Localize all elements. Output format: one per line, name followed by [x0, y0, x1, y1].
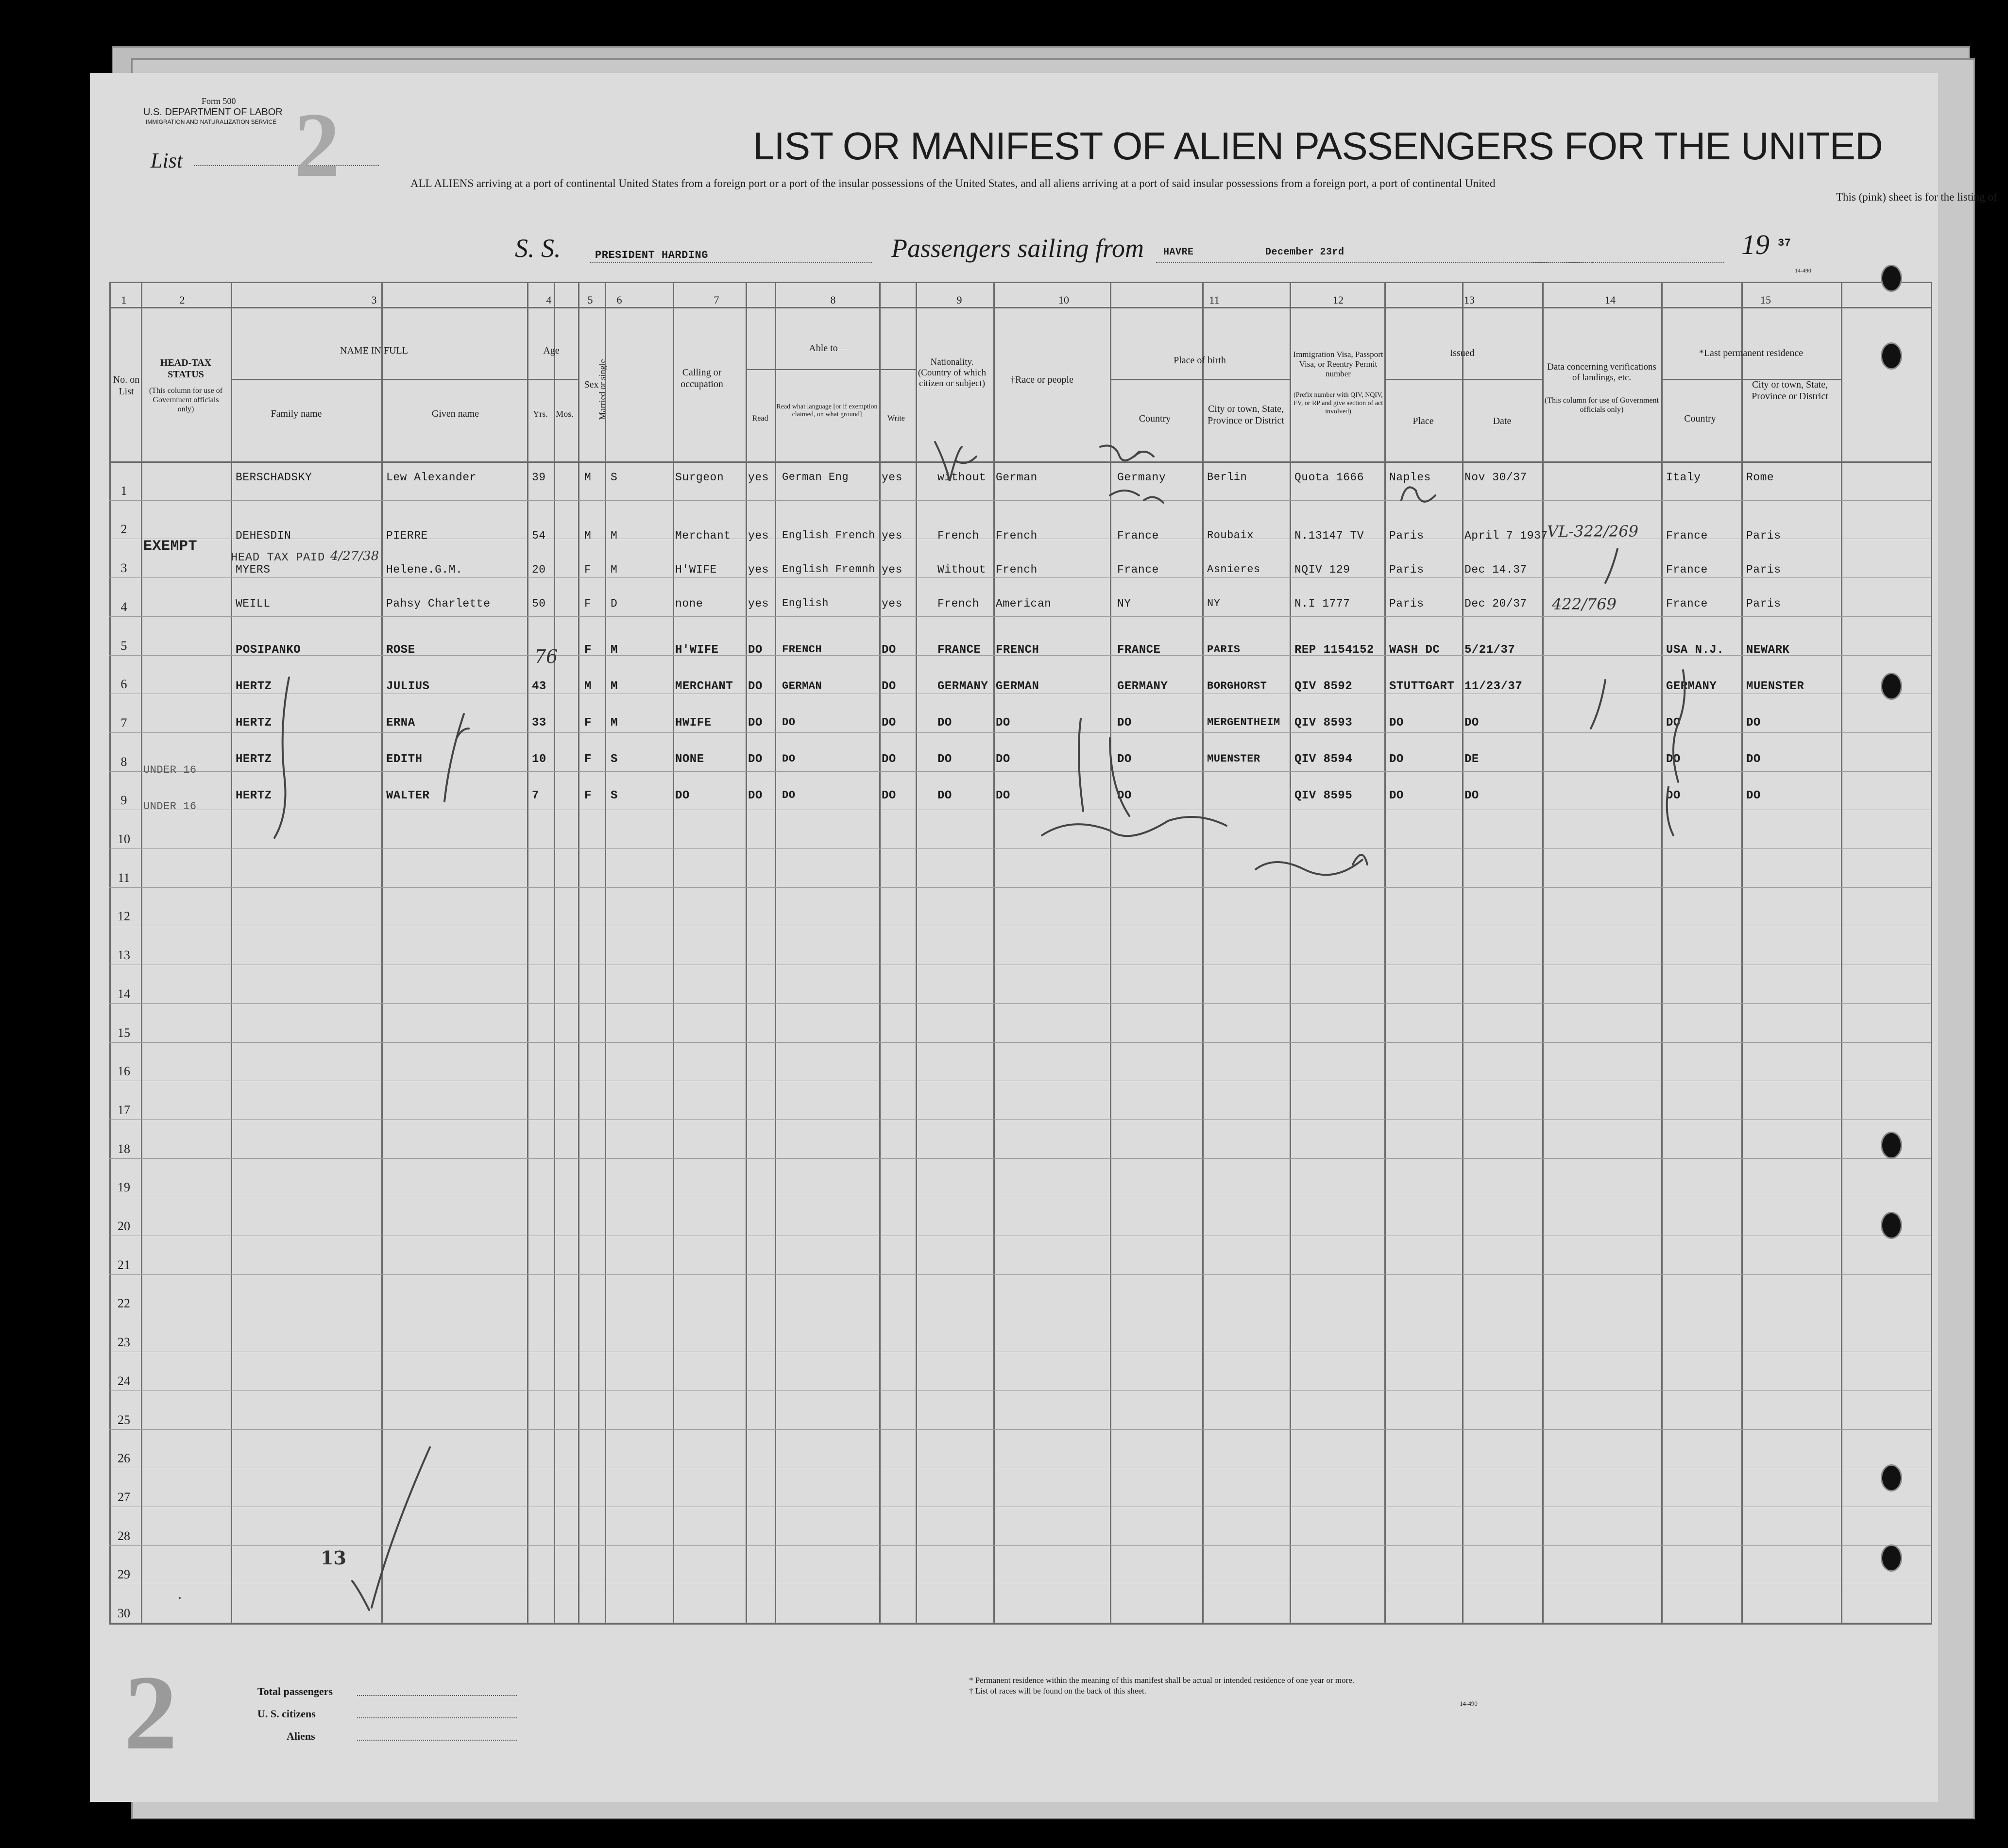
colnum-15: 15 — [1760, 294, 1771, 306]
cell-visa: N.13147 TV — [1294, 529, 1364, 542]
cell-res-country: GERMANY — [1666, 680, 1717, 693]
cell-occupation: H'WIFE — [675, 563, 717, 576]
cell-read: yes — [748, 563, 769, 576]
cell-res-country: France — [1666, 597, 1708, 610]
cell-sex: F — [584, 644, 592, 657]
cell-given: Pahsy Charlette — [386, 597, 491, 610]
cell-occupation: Merchant — [675, 529, 731, 542]
cell-race: French — [996, 563, 1038, 576]
row-number: 9 — [120, 793, 127, 808]
cell-issued-place: Paris — [1389, 529, 1424, 542]
cell-read: DO — [748, 789, 763, 802]
cell-language: GERMAN — [782, 680, 822, 692]
note-residence: * Permanent residence within the meaning of this manifest shall be actual or intended residence of one year or more. — [969, 1676, 1355, 1685]
verification-note-4: 422/769 — [1552, 595, 1617, 613]
cell-birth-city: MUENSTER — [1207, 753, 1260, 765]
cell-sex: F — [584, 753, 592, 766]
cell-occupation: DO — [675, 789, 690, 802]
cell-occupation: none — [675, 597, 703, 610]
cell-sex: F — [584, 716, 592, 729]
row-number: 29 — [118, 1567, 130, 1582]
hdr-read: Read — [752, 414, 768, 423]
row-number: 16 — [118, 1064, 130, 1079]
colnum-6: 6 — [616, 294, 622, 306]
cell-birth-city: Berlin — [1207, 471, 1247, 483]
cell-age: 54 — [532, 529, 546, 542]
cell-issued-place: STUTTGART — [1389, 680, 1455, 693]
cell-res-city: MUENSTER — [1746, 680, 1804, 693]
cell-sex: M — [584, 529, 592, 542]
cell-occupation: H'WIFE — [675, 644, 719, 657]
cell-res-country: DO — [1666, 789, 1681, 802]
colnum-13: 13 — [1464, 294, 1475, 306]
hdr-res-country: Country — [1684, 413, 1716, 424]
row-number: 10 — [118, 832, 130, 846]
instructions: ALL ALIENS arriving at a port of continental United States from a foreign port or a port of the insular possessions of the United States, and all aliens arriving at a port of said insular possessions from a foreign port, a port of continental United — [410, 177, 1496, 189]
cell-res-city: Paris — [1746, 529, 1781, 542]
cell-birth-city: NY — [1207, 597, 1221, 610]
hdr-visa: Immigration Visa, Passport Visa, or Reentry Permit number — [1293, 350, 1383, 378]
cell-visa: NQIV 129 — [1294, 563, 1350, 576]
cell-marital: S — [611, 789, 618, 802]
hdr-birth-city: City or town, State, Province or District — [1208, 404, 1284, 426]
binder-hole — [1881, 1464, 1902, 1492]
cell-issued-place: Naples — [1389, 471, 1431, 484]
cell-given: JULIUS — [386, 680, 430, 693]
cell-race: German — [996, 471, 1038, 484]
cell-nationality: GERMANY — [937, 680, 988, 693]
cell-birth-country: GERMANY — [1117, 680, 1168, 693]
row-number: 7 — [120, 715, 127, 730]
cell-visa: QIV 8592 — [1294, 680, 1353, 693]
cell-issued-date: Dec 14.37 — [1464, 563, 1527, 576]
hdr-family-name: Family name — [271, 408, 322, 419]
year-prefix: 19 — [1741, 229, 1770, 260]
departure-port: HAVRE — [1163, 247, 1194, 258]
cell-family: WEILL — [236, 597, 271, 610]
row-number: 8 — [120, 754, 127, 769]
binder-hole — [1881, 1544, 1902, 1572]
cell-issued-place: WASH DC — [1389, 644, 1440, 657]
cell-language: DO — [782, 716, 796, 729]
cell-issued-place: DO — [1389, 716, 1404, 729]
cell-write: DO — [882, 644, 896, 657]
row-number: 5 — [120, 638, 127, 653]
list-label: List — [151, 149, 183, 172]
cell-issued-date: DE — [1464, 753, 1479, 766]
cell-age: 33 — [532, 716, 546, 729]
cell-issued-date: DO — [1464, 789, 1479, 802]
row-number: 23 — [118, 1335, 130, 1350]
cell-issued-place: DO — [1389, 753, 1404, 766]
cell-birth-country: France — [1117, 563, 1159, 576]
cell-family: HERTZ — [236, 680, 272, 693]
row-number: 18 — [118, 1141, 130, 1156]
citizens-line — [357, 1717, 517, 1718]
cell-given: WALTER — [386, 789, 430, 802]
cell-write: DO — [882, 753, 896, 766]
cell-read: yes — [748, 529, 769, 542]
cell-res-city: NEWARK — [1746, 644, 1790, 657]
cell-res-city: DO — [1746, 789, 1761, 802]
cell-nationality: FRANCE — [937, 644, 981, 657]
cell-read: DO — [748, 644, 763, 657]
cell-birth-country: FRANCE — [1117, 644, 1161, 657]
cell-nationality: French — [937, 597, 979, 610]
cell-birth-city: PARIS — [1207, 644, 1241, 656]
row-number: 19 — [118, 1180, 130, 1195]
cell-occupation: Surgeon — [675, 471, 724, 484]
ss-label: S. S. — [515, 234, 561, 263]
cell-sex: F — [584, 789, 592, 802]
binder-hole — [1881, 265, 1902, 292]
tally-number: 13 — [321, 1547, 346, 1569]
hdr-yrs: Yrs. — [533, 409, 548, 419]
handwriting-marks — [90, 73, 1938, 1802]
year: 37 — [1778, 237, 1791, 249]
cell-race: French — [996, 529, 1038, 542]
cell-issued-date: April 7 1937 — [1464, 529, 1548, 542]
colnum-3: 3 — [371, 294, 377, 306]
hdr-no-on-list: No. on List — [113, 374, 140, 397]
row-number: 20 — [118, 1219, 130, 1233]
hdr-last-residence: *Last permanent residence — [1699, 348, 1804, 358]
cell-visa: QIV 8594 — [1294, 753, 1353, 766]
cell-family: MYERS — [236, 563, 271, 576]
aliens-label: Aliens — [287, 1730, 315, 1742]
posipanko-age: 76 — [534, 646, 558, 667]
cell-marital: D — [611, 597, 618, 610]
row-number: 14 — [118, 986, 130, 1001]
cell-res-city: Paris — [1746, 597, 1781, 610]
cell-res-country: France — [1666, 529, 1708, 542]
cell-age: 39 — [532, 471, 546, 484]
colnum-1: 1 — [121, 294, 127, 306]
cell-nationality: DO — [937, 753, 952, 766]
hdr-calling: Calling or occupation — [681, 367, 723, 390]
cell-issued-date: 5/21/37 — [1464, 644, 1515, 657]
cell-res-city: DO — [1746, 716, 1761, 729]
cell-nationality: without — [937, 471, 987, 484]
hdr-name-in-full: NAME IN FULL — [340, 345, 408, 356]
cell-issued-place: DO — [1389, 789, 1404, 802]
cell-write: DO — [882, 789, 896, 802]
cell-read: DO — [748, 680, 763, 693]
cell-write: yes — [882, 597, 902, 610]
cell-family: BERSCHADSKY — [236, 471, 312, 484]
cell-res-country: DO — [1666, 753, 1681, 766]
cell-sex: F — [584, 597, 592, 610]
list-number: 2 — [294, 94, 340, 196]
cell-marital: M — [611, 529, 618, 542]
row-number: 21 — [118, 1257, 130, 1272]
cell-birth-country: DO — [1117, 753, 1132, 766]
ship-name: PRESIDENT HARDING — [595, 249, 708, 261]
row-number: 30 — [118, 1606, 130, 1620]
hdr-race: †Race or people — [1010, 374, 1073, 385]
exempt-stamp: EXEMPT — [143, 538, 198, 555]
cell-write: yes — [882, 563, 902, 576]
cell-language: English Fremnh — [782, 563, 875, 576]
cell-res-city: Paris — [1746, 563, 1781, 576]
row-number: 4 — [120, 599, 127, 614]
row-number: 24 — [118, 1373, 130, 1388]
cell-sex: M — [584, 680, 592, 693]
hdr-issued-date: Date — [1493, 416, 1512, 426]
hdr-married: Married or single — [597, 359, 607, 420]
cell-family: HERTZ — [236, 789, 272, 802]
total-passengers-label: Total passengers — [257, 1685, 333, 1697]
service: IMMIGRATION AND NATURALIZATION SERVICE — [146, 119, 277, 125]
cell-read: DO — [748, 753, 763, 766]
form-number: Form 500 — [202, 96, 236, 106]
hdr-head-tax: HEAD-TAX STATUS — [160, 357, 212, 380]
colnum-5: 5 — [587, 294, 593, 306]
row-number: 13 — [118, 948, 130, 963]
cell-birth-country: NY — [1117, 597, 1131, 610]
cell-given: ERNA — [386, 716, 415, 729]
cell-language: English French — [782, 529, 875, 542]
cell-age: 50 — [532, 597, 546, 610]
cell-race: GERMAN — [996, 680, 1039, 693]
hdr-sex: Sex — [584, 379, 599, 390]
cell-res-city: Rome — [1746, 471, 1774, 484]
under16-stamp: UNDER 16 — [143, 800, 197, 813]
cell-write: DO — [882, 716, 896, 729]
cell-nationality: DO — [937, 716, 952, 729]
row-number: 1 — [120, 483, 127, 498]
cell-age: 10 — [532, 753, 546, 766]
cell-occupation: HWIFE — [675, 716, 712, 729]
cell-res-country: France — [1666, 563, 1708, 576]
cell-write: yes — [882, 471, 902, 484]
row-number: 15 — [118, 1025, 130, 1040]
colnum-11: 11 — [1209, 294, 1220, 306]
cell-race: FRENCH — [996, 644, 1039, 657]
hdr-nationality: Nationality. (Country of which citizen or subject) — [918, 357, 987, 389]
cell-occupation: NONE — [675, 753, 704, 766]
cell-res-city: DO — [1746, 753, 1761, 766]
colnum-12: 12 — [1333, 294, 1344, 306]
cell-sex: F — [584, 563, 592, 576]
cell-visa: QIV 8593 — [1294, 716, 1353, 729]
cell-family: POSIPANKO — [236, 644, 301, 657]
row-number: 11 — [118, 870, 130, 885]
binder-hole — [1881, 342, 1902, 370]
cell-visa: Quota 1666 — [1294, 471, 1364, 484]
cell-birth-city: Asnieres — [1207, 563, 1260, 576]
cell-family: DEHESDIN — [236, 529, 291, 542]
colnum-4: 4 — [546, 294, 552, 306]
manifest-sheet — [90, 73, 1997, 1802]
cell-given: ROSE — [386, 644, 415, 657]
cell-language: German Eng — [782, 471, 849, 483]
binder-hole — [1881, 1132, 1902, 1159]
cell-birth-city: Roubaix — [1207, 529, 1254, 542]
cell-nationality: French — [937, 529, 979, 542]
cell-issued-place: Paris — [1389, 563, 1424, 576]
footer-big-number: 2 — [124, 1653, 177, 1772]
cell-issued-date: Dec 20/37 — [1464, 597, 1527, 610]
cell-language: DO — [782, 753, 796, 765]
hdr-write: Write — [887, 414, 905, 423]
cell-race: American — [996, 597, 1052, 610]
cell-language: DO — [782, 789, 796, 801]
colnum-8: 8 — [830, 294, 836, 306]
hdr-issued-place: Place — [1412, 416, 1434, 426]
departure-date: December 23rd — [1265, 247, 1344, 258]
hdr-issued: Issued — [1449, 348, 1475, 358]
row-number: 17 — [118, 1102, 130, 1117]
hdr-head-tax-note: (This column for use of Government officials only) — [149, 387, 223, 413]
head-tax-paid-stamp: HEAD TAX PAID — [231, 551, 325, 564]
binder-hole — [1881, 673, 1902, 700]
cell-given: EDITH — [386, 753, 423, 766]
cell-visa: N.I 1777 — [1294, 597, 1350, 610]
cell-issued-date: 11/23/37 — [1464, 680, 1523, 693]
row-number: 2 — [120, 522, 127, 537]
row-number: 6 — [120, 677, 127, 692]
cell-marital: M — [611, 644, 618, 657]
colnum-2: 2 — [179, 294, 185, 306]
hdr-able-to: Able to— — [809, 343, 848, 354]
cell-family: HERTZ — [236, 716, 272, 729]
cell-marital: M — [611, 680, 618, 693]
hdr-birth-country: Country — [1139, 413, 1171, 424]
cell-birth-city: BORGHORST — [1207, 680, 1267, 692]
row-number: 28 — [118, 1528, 130, 1543]
cell-age: 7 — [532, 789, 539, 802]
cell-issued-date: Nov 30/37 — [1464, 471, 1527, 484]
cell-language: FRENCH — [782, 644, 822, 656]
cell-write: DO — [882, 680, 896, 693]
binder-hole — [1881, 1212, 1902, 1239]
hdr-verification-note: (This column for use of Government officials only) — [1544, 396, 1659, 414]
cell-family: HERTZ — [236, 753, 272, 766]
cell-race: DO — [996, 789, 1010, 802]
colnum-14: 14 — [1605, 294, 1616, 306]
cell-occupation: MERCHANT — [675, 680, 733, 693]
verification-note-2: VL-322/269 — [1547, 522, 1639, 541]
hdr-mos: Mos. — [556, 409, 574, 419]
aliens-line — [357, 1740, 517, 1741]
hdr-read-language: Read what language [or if exemption claimed, on what ground] — [776, 403, 878, 418]
cell-marital: M — [611, 716, 618, 729]
cell-race: DO — [996, 716, 1010, 729]
us-citizens-label: U. S. citizens — [257, 1708, 316, 1720]
hdr-age: Age — [543, 345, 560, 356]
hdr-res-city: City or town, State, Province or District — [1752, 379, 1828, 402]
cell-nationality: Without — [937, 563, 987, 576]
row-number: 25 — [118, 1412, 130, 1427]
cell-read: yes — [748, 471, 769, 484]
cell-res-country: Italy — [1666, 471, 1701, 484]
colnum-7: 7 — [714, 294, 719, 306]
cell-birth-country: Germany — [1117, 471, 1166, 484]
cell-birth-country: DO — [1117, 716, 1132, 729]
cell-age: 43 — [532, 680, 546, 693]
hdr-verification: Data concerning verifications of landings, etc. — [1547, 362, 1656, 383]
hdr-visa-note: (Prefix number with QIV, NQIV, FV, or RP and give section of act involved) — [1293, 391, 1383, 415]
cell-sex: M — [584, 471, 592, 484]
cell-marital: S — [611, 753, 618, 766]
cell-res-country: USA N.J. — [1666, 644, 1724, 657]
cell-marital: M — [611, 563, 618, 576]
cell-given: Lew Alexander — [386, 471, 476, 484]
cell-marital: S — [611, 471, 618, 484]
cell-read: yes — [748, 597, 769, 610]
cell-res-country: DO — [1666, 716, 1681, 729]
cell-visa: REP 1154152 — [1294, 644, 1374, 657]
cell-read: DO — [748, 716, 763, 729]
cell-birth-country: DO — [1117, 789, 1132, 802]
head-tax-date: 4/27/38 — [330, 549, 379, 563]
cell-nationality: DO — [937, 789, 952, 802]
row-number: 26 — [118, 1451, 130, 1466]
cell-birth-city: MERGENTHEIM — [1207, 716, 1280, 729]
row-number: 22 — [118, 1296, 130, 1311]
under16-stamp: UNDER 16 — [143, 764, 197, 776]
cell-issued-place: Paris — [1389, 597, 1424, 610]
cell-given: Helene.G.M. — [386, 563, 463, 576]
colnum-10: 10 — [1058, 294, 1069, 306]
manifest-title: LIST OR MANIFEST OF ALIEN PASSENGERS FOR THE UNITED — [753, 124, 1883, 168]
department: U.S. DEPARTMENT OF LABOR — [143, 107, 283, 118]
instructions-2: This (pink) sheet is for the listing of — [1836, 191, 1997, 203]
row-number: 3 — [120, 561, 127, 576]
cell-language: English — [782, 597, 829, 610]
cell-given: PIERRE — [386, 529, 428, 542]
cell-visa: QIV 8595 — [1294, 789, 1353, 802]
cell-age: 20 — [532, 563, 546, 576]
cell-race: DO — [996, 753, 1010, 766]
row-number: 12 — [118, 909, 130, 924]
cell-write: yes — [882, 529, 902, 542]
total-line — [357, 1695, 517, 1696]
sailing-label: Passengers sailing from — [891, 234, 1144, 263]
form-code-top: 14-490 — [1795, 267, 1811, 274]
form-code-bottom: 14-490 — [1460, 1700, 1478, 1707]
hdr-place-of-birth: Place of birth — [1174, 355, 1226, 366]
cell-birth-country: France — [1117, 529, 1159, 542]
cell-issued-date: DO — [1464, 716, 1479, 729]
hdr-given-name: Given name — [431, 408, 479, 419]
row-number: 27 — [118, 1490, 130, 1504]
note-races: † List of races will be found on the back of this sheet. — [969, 1686, 1146, 1695]
colnum-9: 9 — [956, 294, 962, 306]
